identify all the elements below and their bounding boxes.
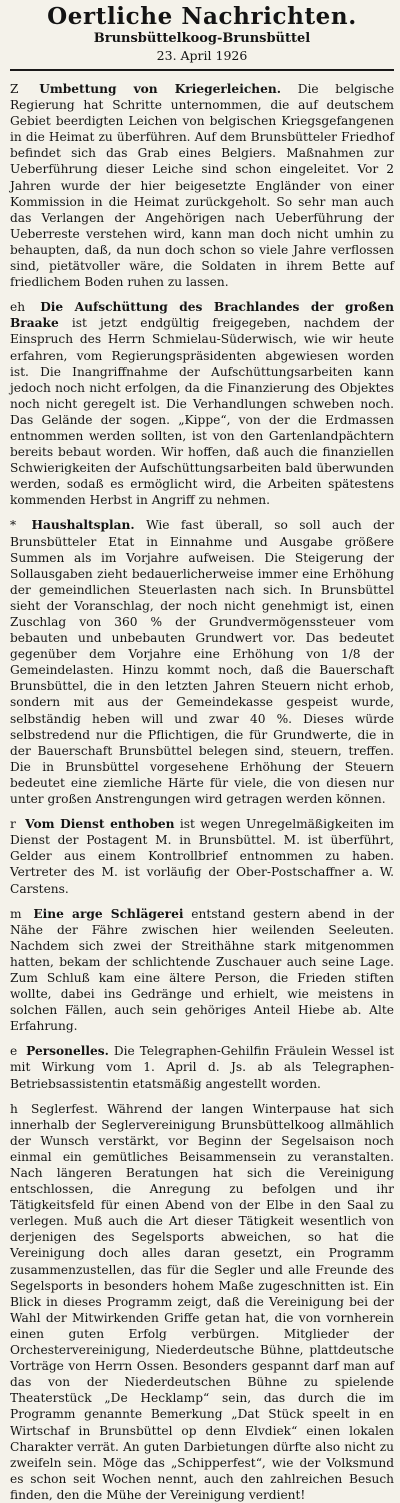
article-text: Die Telegraphen-Gehilfin Fräulein Wessel ist mit Wirkung vom 1. April d. Js. ab als Telegraphen-Betriebsassistentin etatsmäßig angestellt worden. [10, 1044, 395, 1091]
article-umbettung [10, 81, 394, 290]
article-lead: Die Aufschüttung des Brachlandes der großen Braake [10, 300, 395, 331]
header-divider [10, 69, 394, 71]
article-tag: * [10, 518, 17, 533]
article-tag: eh [10, 300, 26, 315]
location-subtitle: Brunsbüttelkoog-Brunsbüttel [93, 31, 311, 46]
article-text: Die belgische Regierung hat Schritte unternommen, die auf deutschem Gebiet beerdigten Leichen von belgischen Kriegsgefangenen in die Heimat zu überführen. Auf dem Brunsbütteler Friedhof befindet sich das Grab eines Belgiers. Maßnahmen zur Ueberführung dieser Leiche sind schon eingeleitet. Vor 2 Jahren wurde der hier beigesetzte Engländer von einer Kommission in die Heimat zurückgeholt. So sehr man auch das Verlangen der Angehörigen nach Ueberführung der Ueberreste verstehen wird, kann man doch nicht umhin zu behaupten, daß, da nun doch schon so viele Jahre verflossen sind, pietätvoller wäre, die Soldaten in ihrem Bette auf friedlichem Boden ruhen zu lassen. [10, 82, 395, 290]
article-lead: Vom Dienst enthoben [25, 817, 175, 832]
article-tag: m [10, 906, 22, 921]
article-text: ist jetzt endgültig freigegeben, nachdem der Einspruch des Herrn Schmielau-Süderwisch, wie wir heute erfahren, vom Regierungspräsidenten abgewiesen worden ist. Die Inangriffnahme der Aufschüttungsarbeiten kann jedoch noch nicht erfolgen, da die Finanzierung des Objektes noch nicht geregelt ist. Die Verhandlungen schweben noch. Das Gelände der sogen. „Kippe“, von der die Erdmassen entnommen werden sollten, ist von den Gartenlandpächtern bereits bebaut worden. Wir hoffen, daß auch die finanziellen Schwierigkeiten der Aufschüttungsarbeiten bald überwunden werden, sodaß es ermöglicht wird, die Arbeiten spätestens kommenden Herbst in Angriff zu nehmen. [10, 316, 394, 508]
article-schlaegerei [10, 906, 394, 1035]
article-seglerfest [10, 1101, 394, 1503]
article-personelles [10, 1043, 394, 1091]
article-lead: Haushaltsplan. [31, 518, 135, 533]
article-aufschuettung [10, 299, 394, 508]
article-haushaltsplan [10, 517, 394, 807]
article-text: ist wegen Unregelmäßigkeiten im Dienst der Postagent M. in Brunsbüttel. M. ist überführt, Gelder aus einem Kontrollbrief entnommen zu haben. Vertreter des M. ist vorläufig der Ober-Postschaffner a. W. Carstens. [10, 817, 394, 896]
article-tag: h [10, 1101, 18, 1116]
page-title: Oertliche Nachrichten. [47, 3, 357, 30]
article-lead: Umbettung von Kriegerleichen. [39, 82, 281, 96]
article-tag: r [10, 817, 16, 832]
article-lead: Personelles. [26, 1044, 109, 1059]
masthead [10, 4, 394, 63]
article-text: Wie fast überall, so soll auch der Brunsbütteler Etat in Einnahme und Ausgabe größere Summen als im Vorjahre aufweisen. Die Steigerung der Sollausgaben zieht bedauerlicherweise immer eine Erhöhung der gemeindlichen Steuerlasten nach sich. In Brunsbüttel sieht der Voranschlag, der noch nicht genehmigt ist, einen Zuschlag von 360 % der Grundvermögenssteuer vom bebauten und unbebauten Grundwert vor. Das bedeutet gegenüber dem Vorjahre eine Erhöhung von 1/8 der Gemeindelasten. Hinzu kommt noch, daß die Bauerschaft Brunsbüttel, die in den letzten Jahren Steuern nicht erhob, sondern mit aus der Gemeindekasse gespeist wurde, selbständig heben will und zwar 40 %. Dieses würde selbstredend nur die Pflichtigen, die für Grundwerte, die in der Bauerschaft Brunsbüttel belegen sind, steuern, treffen. Die in Brunsbüttel vorgesehene Erhöhung der Steuern bedeutet eine ziemliche Härte für viele, die von diesen nur unter großen Anstrengungen wird getragen werden können. [10, 518, 395, 807]
article-tag: Z [10, 82, 19, 96]
article-dienst-enthoben [10, 816, 394, 896]
article-text: entstand gestern abend in der Nähe der Fähre zwischen hier weilenden Seeleuten. Nachdem sich zwei der Streithähne stark mitgenommen hatten, bekam der schlichtende Zuschauer auch seine Lage. Zum Schluß kam eine ältere Person, die Frieden stiften wollte, dabei ins Gedränge und erhielt, wie meistens in solchen Fällen, auch sein gehöriges Anteil Hiebe ab. Alte Erfahrung. [10, 906, 395, 1034]
issue-date: 23. April 1926 [156, 48, 248, 63]
article-text: Seglerfest. Während der langen Winterpause hat sich innerhalb der Seglervereinigung Brunsbüttelkoog allmählich der Wunsch verstärkt, vor Beginn der Segelsaison noch einmal ein gemütliches Beisammensein zu veranstalten. Nach längeren Beratungen hat sich die Vereinigung entschlossen, die Anregung zu befolgen und ihr Tätigkeitsfeld für einen Abend von der Elbe in den Saal zu verlegen. Muß auch die Art dieser Tätigkeit wesentlich von derjenigen des Segelsports abweichen, so hat die Vereinigung doch alles daran gesetzt, ein Programm zusammenzustellen, das für die Segler und alle Freunde des Segelsports in besonders hohem Maße zugeschnitten ist. Ein Blick in dieses Programm zeigt, daß die Vereinigung bei der Wahl der Mitwirkenden Griffe getan hat, die von vornherein einen guten Erfolg verbürgen. Mitglieder der Orchestervereinigung, Niederdeutsche Bühne, plattdeutsche Vorträge von Herrn Ossen. Besonders gespannt darf man auf das von der Niederdeutschen Bühne zu spielende Theaterstück „De Hecklamp“ sein, das durch die im Programm genannte Bemerkung „Dat Stück speelt in en Wirtschaf in Brunsbüttel op denn Elvdiek“ einen lokalen Charakter verrät. An guten Darbietungen dürfte also nicht zu zweifeln sein. Möge das „Schipperfest“, wie der Volksmund es schon seit Wochen nennt, auch den zahlreichen Besuch finden, den die Mühe der Vereinigung verdient! [10, 1101, 394, 1502]
article-tag: e [10, 1044, 18, 1059]
article-lead: Eine arge Schlägerei [33, 906, 184, 921]
